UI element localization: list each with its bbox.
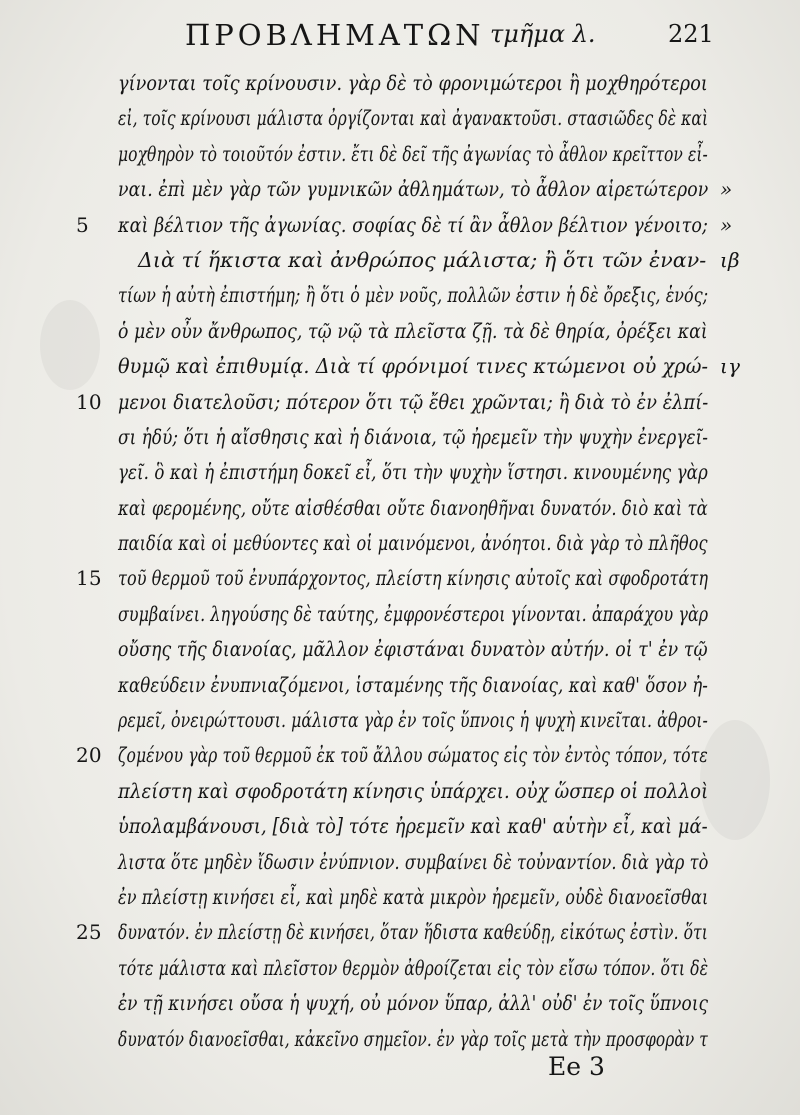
line-number: 5 [76,212,89,237]
text-line [76,561,718,596]
paper-stain [40,300,100,390]
line-text: γεῖ. ὃ καὶ ἡ ἐπιστήμη δοκεῖ εἶ, ὅτι τὴν ψυχὴν ἵστησι. κινουμένης γὰρ [118,460,708,485]
text-line [118,774,718,809]
line-text: ναι. ἐπὶ μὲν γὰρ τῶν γυμνικῶν ἀθλημάτων, τὸ ἆθλον αἱρετώτερον [118,177,709,202]
text-line [118,278,718,313]
line-text: παιδία καὶ οἱ μεθύοντες καὶ οἱ μαινόμενοι, ἀνόητοι. διὰ γὰρ τὸ πλῆθος [118,531,708,556]
text-line [118,668,718,703]
line-text: ρεμεῖ, ὀνειρώττουσι. μάλιστα γὰρ ἐν τοῖς ὕπνοις ἡ ψυχὴ κινεῖται. ἀθροι- [118,708,708,733]
text-line [118,66,718,101]
text-line [118,455,718,490]
line-text: καθεύδειν ἐνυπνιαζόμενοι, ἱσταμένης τῆς διανοίας, καὶ καθ' ὅσον ἠ- [118,672,708,697]
text-block [76,66,740,1057]
line-text: εἰ, τοῖς κρίνουσι μάλιστα ὀργίζονται καὶ ἀγανακτοῦσι. στασιῶδες δὲ καὶ [118,106,709,131]
line-number: 25 [76,920,102,945]
text-line [118,1022,718,1057]
text-line [118,951,718,986]
text-line [118,845,718,880]
line-text: καὶ φερομένης, οὔτε αἰσθέσθαι οὔτε διανοηθῆναι δυνατόν. διὸ καὶ τὰ [118,495,708,520]
line-text: τοῦ θερμοῦ τοῦ ἐνυπάρχοντος, πλείστη κίνησις αὐτοῖς καὶ σφοδροτάτη [118,566,709,591]
line-text: ζομένου γὰρ τοῦ θερμοῦ ἐκ τοῦ ἄλλου σώματος εἰς τὸν ἐντὸς τόπον, τότε [118,743,708,768]
line-number: 15 [76,566,102,591]
line-text: τότε μάλιστα καὶ πλεῖστον θερμὸν ἀθροίζεται εἰς τὸν εἴσω τόπον. ὅτι δὲ [118,955,709,980]
line-text: ἐν τῇ κινήσει οὔσα ἡ ψυχή, οὐ μόνον ὕπαρ, ἀλλ' οὐδ' ἐν τοῖς ὕπνοις [118,991,709,1016]
line-text: πλείστη καὶ σφοδροτάτη κίνησις ὑπάρχει. οὐχ ὥσπερ οἱ πολλοὶ [118,778,709,803]
line-text: δυνατόν διανοεῖσθαι, κἀκεῖνο σημεῖον. ἐν γὰρ τοῖς μετὰ τὴν προσφορὰν τ [118,1026,708,1051]
text-line [118,172,733,207]
line-text: Διὰ τί ἥκιστα καὶ ἀνθρώπος μάλιστα; ἢ ὅτι τῶν ἐναν- [138,247,707,272]
text-line [118,491,718,526]
line-text: οὔσης τῆς διανοίας, μᾶλλον ἐφιστάναι δυνατὸν αὐτήν. οἱ τ' ἐν τῷ [118,637,708,662]
text-line [76,738,718,773]
text-line [76,915,718,950]
text-line [118,986,718,1021]
line-text: λιστα ὅτε μηδὲν ἴδωσιν ἐνύπνιον. συμβαίνει δὲ τοὐναντίον. διὰ γὰρ τὸ [118,849,709,874]
line-text: μοχθηρὸν τὸ τοιοῦτόν ἐστιν. ἔτι δὲ δεῖ τῆς ἀγωνίας τὸ ἆθλον κρεῖττον εἶ- [118,141,708,166]
line-text: ὑπολαμβάνουσι, [διὰ τὸ] τότε ἠρεμεῖν καὶ καθ' αὑτὴν εἶ, καὶ μά- [118,814,708,839]
margin-note: » [720,212,733,237]
text-line [76,385,718,420]
line-text: τίων ἡ αὐτὴ ἐπιστήμη; ἢ ὅτι ὁ μὲν νοῦς, πολλῶν ἐστιν ἡ δὲ ὄρεξις, ἑνός; [118,283,709,308]
page-number: 221 [668,20,714,48]
text-line [118,703,718,738]
text-line [118,632,718,667]
line-text: ἐν πλείστῃ κινήσει εἶ, καὶ μηδὲ κατὰ μικρὸν ἠρεμεῖν, οὐδὲ διανοεῖσθαι [118,884,709,909]
margin-note: ιγ [720,354,740,379]
line-text: καὶ βέλτιον τῆς ἀγωνίας. σοφίας δὲ τί ἂν ἆθλον βέλτιον γένοιτο; [118,212,708,237]
line-number: 20 [76,743,102,768]
line-text: γίνονται τοῖς κρίνουσιν. γὰρ δὲ τὸ φρονιμώτεροι ἢ μοχθηρότεροι [118,71,708,95]
line-number: 10 [76,389,102,414]
text-line [118,597,718,632]
signature-mark: Ee 3 [548,1052,605,1081]
text-line [118,349,740,384]
text-line [76,208,733,243]
text-line [118,243,740,278]
text-line [118,526,718,561]
margin-note: » [720,177,733,202]
text-line [118,880,718,915]
text-line [118,809,718,844]
line-text: θυμῷ καὶ ἐπιθυμίᾳ. Διὰ τί φρόνιμοί τινες κτώμενοι οὐ χρώ- [118,354,709,379]
line-text: μενοι διατελοῦσι; πότερον ὅτι τῷ ἔθει χρῶνται; ἢ διὰ τὸ ἐν ἐλπί- [118,389,709,414]
line-text: ὁ μὲν οὖν ἄνθρωπος, τῷ νῷ τὰ πλεῖστα ζῇ. τὰ δὲ θηρία, ὀρέξει καὶ [118,318,708,343]
running-head [0,14,800,54]
text-line [118,314,718,349]
text-line [118,101,718,136]
line-text: συμβαίνει. ληγούσης δὲ ταύτης, ἐμφρονέστεροι γίνονται. ἀπαράχου γὰρ [118,601,709,626]
line-text: δυνατόν. ἐν πλείστῃ δὲ κινήσει, ὅταν ἥδιστα καθεύδῃ, εἰκότως ἐστὶν. ὅτι [118,920,708,945]
text-line [118,137,718,172]
running-head-section: τμῆμα λ. [490,20,596,48]
line-text: σι ἡδύ; ὅτι ἡ αἴσθησις καὶ ἡ διάνοια, τῷ ἠρεμεῖν τὴν ψυχὴν ἐνεργεῖ- [118,424,709,449]
text-line [118,420,718,455]
margin-note: ιβ [720,247,740,272]
running-head-title: ΠΡΟΒΛΗΜΑΤΩΝ [185,18,485,52]
